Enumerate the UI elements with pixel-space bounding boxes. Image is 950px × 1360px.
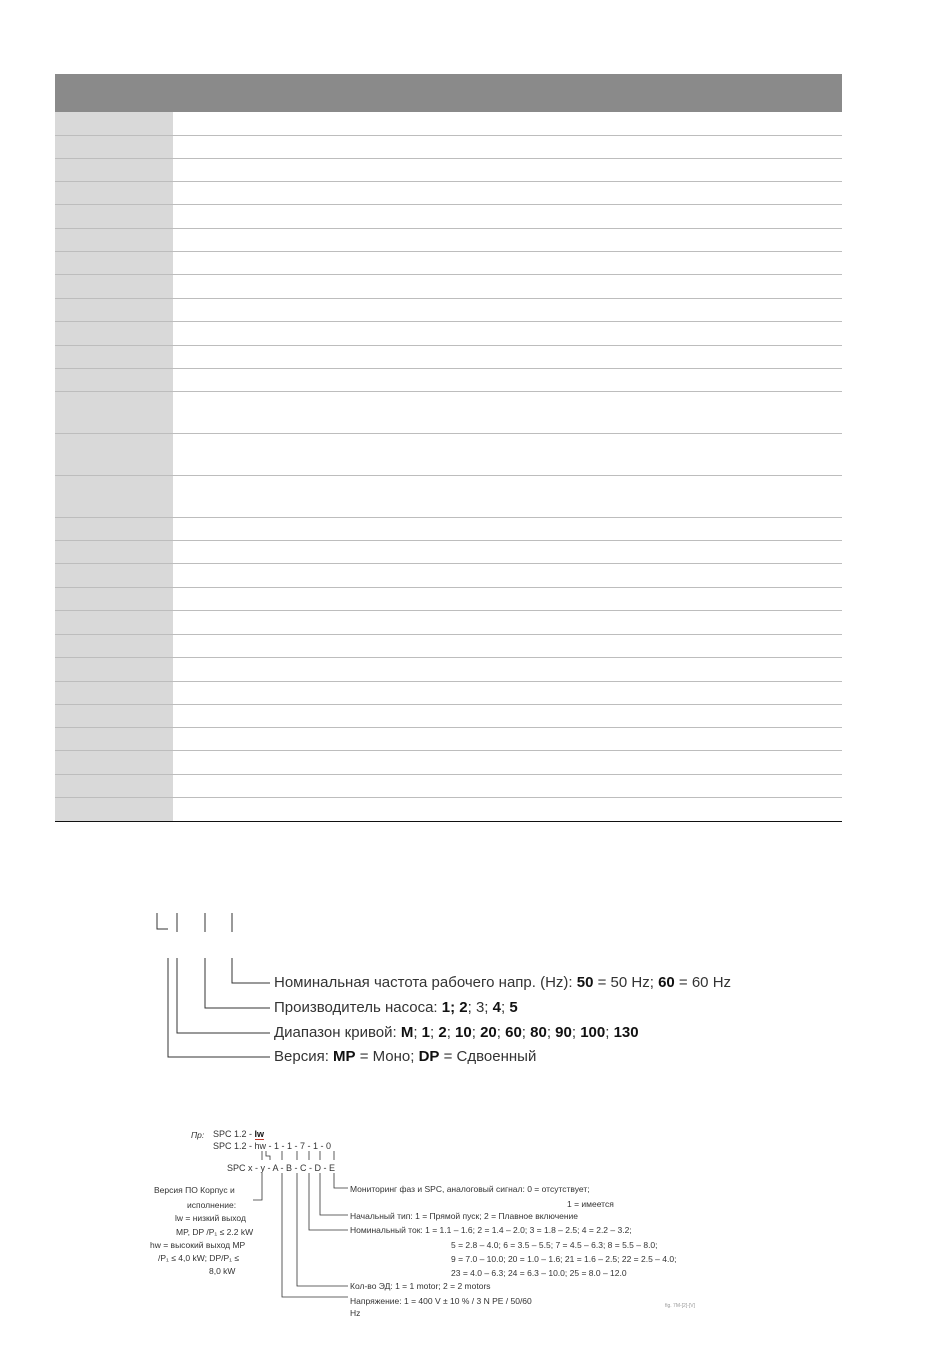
ctrl-left-1: Версия ПО Корпус и [154, 1185, 235, 1195]
ctrl-left-2: исполнение: [187, 1200, 237, 1210]
figure-ref: fig. 7M-[2]-[V] [665, 1303, 696, 1309]
ctrl-left-6: /P₁ ≤ 4,0 kW; DP/P₁ ≤ [158, 1253, 240, 1263]
ctrl-left-7: 8,0 kW [209, 1266, 236, 1276]
ctrl-e-1: Мониторинг фаз и SPC, аналоговый сигнал: 0 = отсутствует; [350, 1184, 590, 1194]
ctrl-c-4: 23 = 4.0 – 6.3; 24 = 6.3 – 10.0; 25 = 8.0 – 12.0 [451, 1268, 627, 1278]
pump-key-curve-range-text: Диапазон кривой: M; 1; 2; 10; 20; 60; 80; 90; 100; 130 [274, 1024, 639, 1041]
pump-key-version-text: Версия: MP = Моно; DP = Сдвоенный [274, 1048, 537, 1065]
pump-key-manufacturer-text: Производитель насоса: 1; 2; 3; 4; 5 [274, 999, 518, 1016]
ctrl-c-1: Номинальный ток: 1 = 1.1 – 1.6; 2 = 1.4 – 2.0; 3 = 1.8 – 2.5; 4 = 2.2 – 3.2; [350, 1225, 632, 1235]
ctrl-a-2: Hz [350, 1308, 361, 1318]
ctrl-left-5: hw = высокий выход MP [150, 1240, 246, 1250]
ctrl-example-1-lw: lw [254, 1129, 265, 1139]
ctrl-left-4: MP, DP /P₁ ≤ 2.2 kW [176, 1227, 254, 1237]
ctrl-example-1: SPC 1.2 - lw [213, 1129, 265, 1139]
ctrl-left-3: lw = низкий выход [175, 1213, 246, 1223]
ctrl-c-3: 9 = 7.0 – 10.0; 20 = 1.0 – 1.6; 21 = 1.6 – 2.5; 22 = 2.5 – 4.0; [451, 1254, 677, 1264]
ctrl-example-2: SPC 1.2 - hw - 1 - 1 - 7 - 1 - 0 [213, 1141, 332, 1151]
ctrl-example-label: Пр: [191, 1130, 205, 1140]
ctrl-c-2: 5 = 2.8 – 4.0; 6 = 3.5 – 5.5; 7 = 4.5 – 6.3; 8 = 5.5 – 8.0; [451, 1240, 658, 1250]
pump-key-frequency-text: Номинальная частота рабочего напр. (Hz): 50 = 50 Hz; 60 = 60 Hz [274, 974, 732, 991]
ctrl-e-2: 1 = имеется [567, 1199, 614, 1209]
ctrl-a-1: Напряжение: 1 = 400 V ± 10 % / 3 N PE / 50/60 [350, 1296, 532, 1306]
ctrl-d-1: Начальный тип: 1 = Прямой пуск; 2 = Плавное включение [350, 1211, 579, 1221]
ctrl-b-1: Кол-во ЭД: 1 = 1 motor; 2 = 2 motors [350, 1281, 491, 1291]
ctrl-code-pattern: SPC x - y - A - B - C - D - E [227, 1163, 336, 1173]
